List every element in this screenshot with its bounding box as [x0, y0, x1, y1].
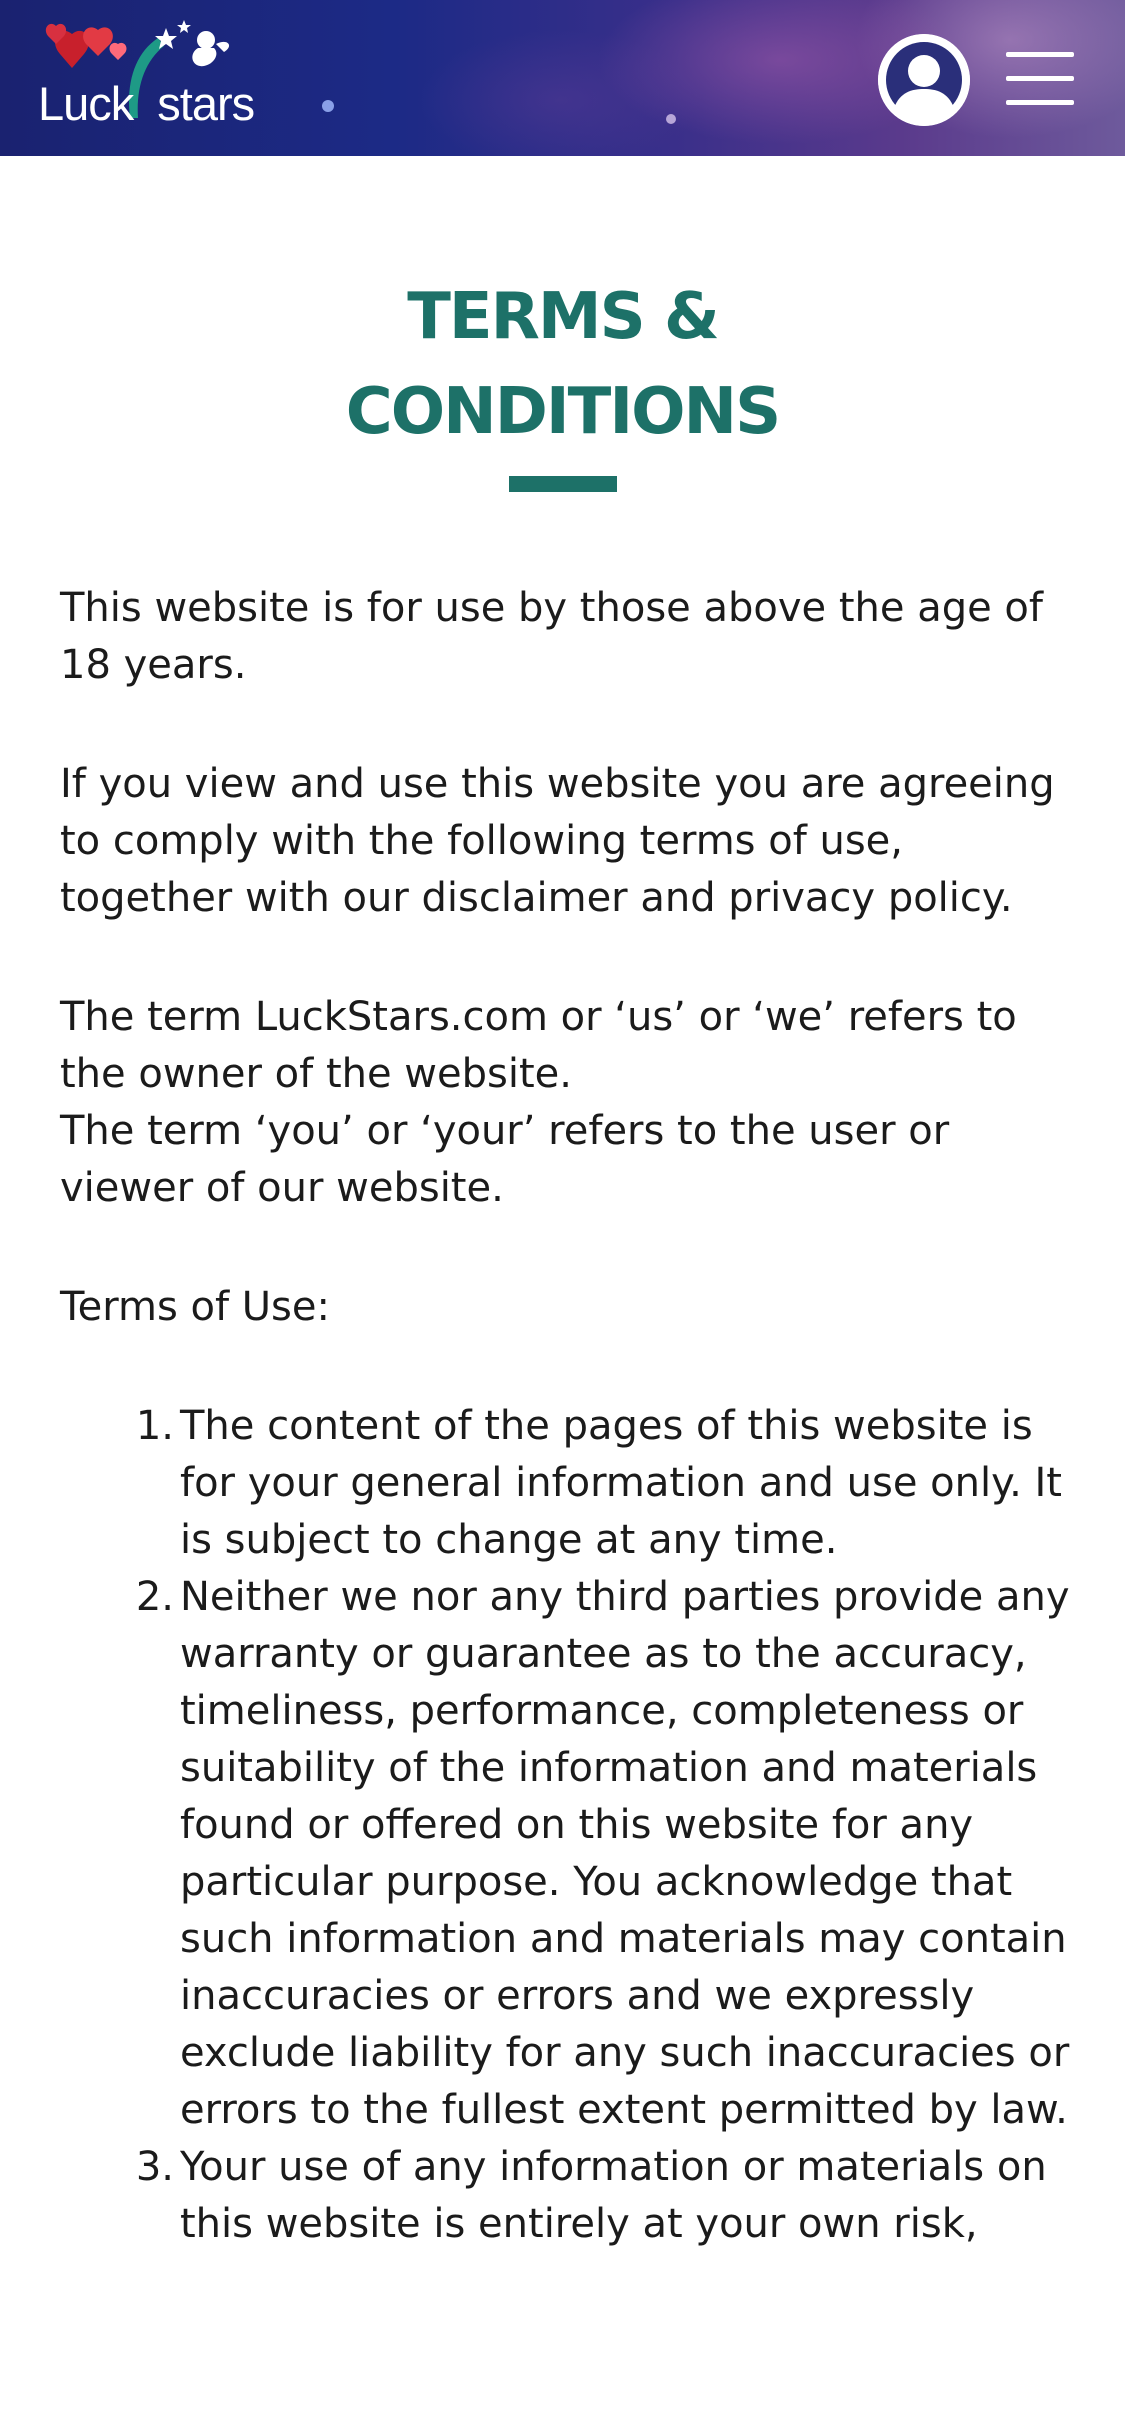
list-item-text: Your use of any information or materials on this website is entirely at your own risk,: [180, 2144, 1047, 2247]
user-account-icon: [878, 34, 970, 126]
list-item-text: The content of the pages of this website is for your general information and use only. It is subject to change at any time.: [180, 1403, 1062, 1563]
terms-list-item: [60, 1569, 1080, 2139]
list-item-text: Neither we nor any third parties provide any warranty or guarantee as to the accuracy, timeliness, performance, completeness or suitability of the information and materials found or offered on this website for any particular purpose. You acknowledge that such information and materials may contain inaccuracies or errors and we expressly exclude liability for any such inaccuracies or errors to the fullest extent permitted by law.: [180, 1574, 1070, 2133]
logo-text-luck: Luck: [38, 77, 134, 130]
logo-wordmark: [38, 76, 254, 131]
site-header: [0, 0, 1125, 156]
agreement-paragraph: If you view and use this website you are agreeing to comply with the following terms of use, together with our disclaimer and privacy policy.: [60, 761, 1055, 921]
user-account-button[interactable]: [878, 34, 970, 126]
term-us-definition: The term LuckStars.com or ‘us’ or ‘we’ refers to the owner of the website.: [60, 994, 1017, 1097]
menu-bar: [1006, 52, 1074, 57]
page-title-block: [0, 270, 1125, 492]
terms-list-item: [60, 1398, 1080, 1569]
list-item-number: 1.: [135, 1403, 174, 1449]
hamburger-menu-button[interactable]: [1006, 52, 1074, 106]
page-title-line-1: TERMS &: [407, 280, 718, 354]
list-item-number: 2.: [135, 1574, 174, 1620]
age-notice-paragraph: This website is for use by those above the age of 18 years.: [60, 585, 1043, 688]
terms-content: [60, 580, 1080, 2253]
sparkle-decoration: [666, 114, 676, 124]
menu-bar: [1006, 100, 1074, 105]
list-item-number: 3.: [135, 2144, 174, 2190]
luckstars-logo[interactable]: [38, 14, 288, 142]
terms-list: [60, 1398, 1080, 2253]
logo-text-stars: stars: [157, 77, 255, 130]
terms-list-item: [60, 2139, 1080, 2253]
page-title: [0, 270, 1125, 460]
terms-of-use-heading: Terms of Use:: [60, 1284, 330, 1330]
sparkle-decoration: [322, 100, 334, 112]
term-you-definition: The term ‘you’ or ‘your’ refers to the user or viewer of our website.: [60, 1108, 950, 1211]
menu-bar: [1006, 76, 1074, 81]
title-underline: [509, 476, 617, 492]
page-title-line-2: CONDITIONS: [345, 375, 780, 449]
